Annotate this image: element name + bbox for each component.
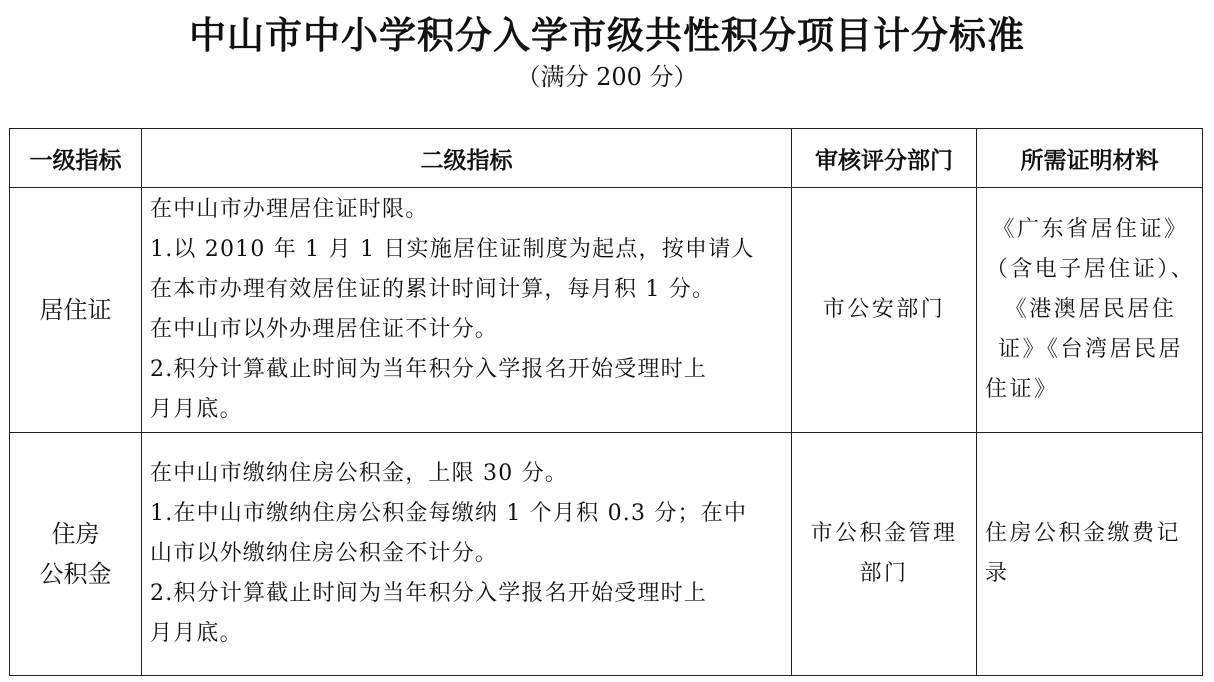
level2-line: 1.以 2010 年 1 月 1 日实施居住证制度为起点，按申请人 (150, 237, 755, 262)
page-title: 中山市中小学积分入学市级共性积分项目计分标准 (189, 13, 1025, 57)
materials-line: 住证》 (985, 377, 1059, 402)
level2-line: 山市以外缴纳住房公积金不计分。 (150, 541, 499, 566)
header-review-department: 审核评分部门 (792, 129, 977, 188)
level2-line: 月月底。 (150, 397, 243, 422)
materials-line: 录 (985, 561, 1010, 586)
department-cell (792, 188, 977, 433)
materials-cell (977, 188, 1203, 433)
level1-cell (10, 433, 142, 676)
level2-line: 在本市办理有效居住证的累计时间计算，每月积 1 分。 (150, 277, 716, 302)
materials-cell (977, 433, 1203, 676)
department-cell (792, 433, 977, 676)
materials-line: 《港澳居民居住 (1004, 297, 1177, 322)
materials-line: （含电子居住证）、 (985, 257, 1196, 282)
level2-cell (142, 188, 792, 433)
level2-line: 1.在中山市缴纳住房公积金每缴纳 1 个月积 0.3 分；在中 (150, 501, 748, 526)
header-required-materials: 所需证明材料 (977, 129, 1203, 188)
header-level1-indicator: 一级指标 (10, 129, 142, 188)
table-row (10, 433, 1203, 676)
table-header-row (10, 129, 1203, 188)
materials-line: 证》《台湾居民居 (997, 337, 1183, 362)
level2-line: 在中山市缴纳住房公积金，上限 30 分。 (150, 461, 568, 486)
header-level2-indicator: 二级指标 (142, 129, 792, 188)
department-line: 部门 (859, 561, 909, 586)
level2-line: 在中山市办理居住证时限。 (150, 197, 429, 222)
level2-line: 2.积分计算截止时间为当年积分入学报名开始受理时上 (150, 357, 707, 382)
level1-cell (10, 188, 142, 433)
level2-line: 2.积分计算截止时间为当年积分入学报名开始受理时上 (150, 581, 707, 606)
materials-line: 住房公积金缴费记 (985, 521, 1182, 546)
department-line: 市公积金管理 (810, 521, 958, 546)
level2-cell (142, 433, 792, 676)
page-subtitle: （满分 200 分） (516, 63, 698, 91)
level2-line: 在中山市以外办理居住证不计分。 (150, 317, 499, 342)
level2-line: 月月底。 (150, 621, 243, 646)
level1-label: 公积金 (39, 560, 112, 588)
department-line: 市公安部门 (822, 297, 946, 322)
materials-line: 《广东省居住证》 (992, 217, 1189, 242)
level1-label: 居住证 (39, 296, 112, 324)
scoring-standard-table (9, 128, 1203, 676)
level1-label: 住房 (51, 520, 100, 548)
table-row (10, 188, 1203, 433)
